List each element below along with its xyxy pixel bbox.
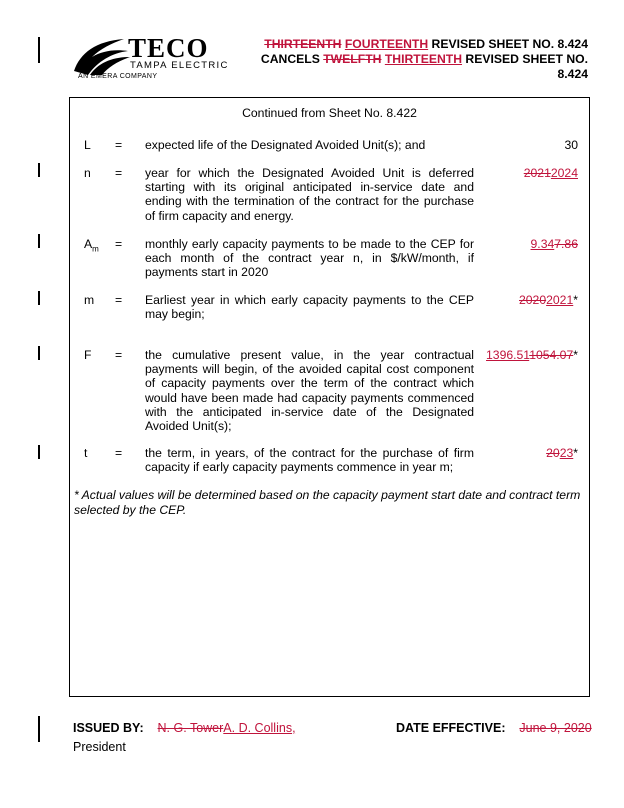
header-text: REVISED SHEET NO. 8.424	[431, 37, 588, 51]
header-inserted-text: THIRTEENTH	[384, 52, 463, 66]
header-line-1	[248, 37, 588, 52]
header-line-3: 8.424	[557, 67, 588, 81]
revision-bar	[38, 445, 40, 459]
variable-symbol: t	[84, 446, 88, 460]
variable-symbol: L	[84, 138, 91, 152]
revision-bar	[38, 291, 40, 305]
equals-sign: =	[115, 166, 123, 180]
header-struck-text: THIRTEENTH	[264, 37, 342, 51]
header-line-2	[248, 52, 588, 67]
variable-symbol: n	[84, 166, 91, 180]
value-asterisk: *	[573, 348, 578, 362]
issued-by	[73, 721, 296, 735]
revision-bar	[38, 346, 40, 360]
value-struck: 2021	[523, 166, 551, 180]
issued-by-struck: N. G. Tower	[157, 721, 224, 735]
definition-text: expected life of the Designated Avoided Unit(s); and	[145, 138, 426, 152]
definition-text: the cumulative present value, in the year contractual payments will begin, of the avoided capital cost component of capacity payments over the term of the contract which would have been made had capacity payments commenced with the anticipated in-service date of the Designated Avoided Unit(s);	[145, 348, 474, 434]
definition-value	[519, 293, 578, 307]
issued-by-comma: ,	[292, 721, 296, 735]
value-struck: 20	[546, 446, 560, 460]
revision-bar	[38, 716, 40, 742]
value-inserted: 1396.51	[486, 348, 530, 362]
equals-sign: =	[115, 446, 123, 460]
value-asterisk: *	[573, 293, 578, 307]
definition-value	[524, 166, 578, 180]
issued-by-label: ISSUED BY:	[73, 721, 144, 735]
definition-value	[486, 348, 578, 362]
value-inserted: 2021	[546, 293, 574, 307]
definition-value	[564, 138, 578, 152]
header-inserted-text: FOURTEENTH	[344, 37, 429, 51]
definition-text: monthly early capacity payments to be made to the CEP for each month of the contract year n, in $/kW/month, if payments start in 2020	[145, 237, 474, 280]
value-inserted: 2024	[550, 166, 578, 180]
definition-value	[546, 446, 578, 460]
logo-tagline: AN EMERA COMPANY	[78, 73, 158, 80]
value-struck: 7.86	[554, 237, 578, 251]
symbol-base: A	[84, 237, 93, 251]
symbol-subscript: m	[92, 244, 99, 254]
teco-swoosh-icon	[72, 35, 132, 77]
footnote: * Actual values will be determined based on the capacity payment start date and contract term selected by the CEP.	[74, 488, 581, 517]
date-effective-label: DATE EFFECTIVE:	[396, 721, 506, 735]
logo-wordmark: TECO	[128, 33, 209, 63]
value-inserted: 9.34	[530, 237, 555, 251]
definition-text: the term, in years, of the contract for the purchase of firm capacity if early capacity payments commence in year m;	[145, 446, 474, 475]
definition-value	[531, 237, 578, 251]
continued-from: Continued from Sheet No. 8.422	[242, 106, 417, 120]
variable-symbol: m	[84, 293, 95, 307]
logo-subtitle: TAMPA ELECTRIC	[130, 60, 229, 71]
issuer-title: President	[73, 740, 126, 754]
revision-bar	[38, 37, 40, 63]
equals-sign: =	[115, 138, 123, 152]
date-effective	[396, 721, 592, 735]
definition-text: year for which the Designated Avoided Unit is deferred starting with its original anticipated in-service date and ending with the termination of the contract for the purchase of firm capacity and energy.	[145, 166, 474, 223]
equals-sign: =	[115, 348, 123, 362]
header-text: CANCELS	[260, 52, 320, 66]
value-plain: 30	[564, 138, 578, 152]
equals-sign: =	[115, 293, 123, 307]
teco-logo	[72, 33, 252, 83]
value-struck: 1054.07	[529, 348, 574, 362]
issued-by-inserted: A. D. Collins	[223, 721, 293, 735]
date-effective-struck: June 9, 2020	[519, 721, 592, 735]
revision-bar	[38, 163, 40, 177]
value-struck: 2020	[519, 293, 547, 307]
header-text: REVISED SHEET NO.	[465, 52, 588, 66]
value-inserted: 23	[559, 446, 574, 460]
tariff-content-box	[69, 97, 590, 697]
sheet-header	[248, 37, 588, 82]
equals-sign: =	[115, 237, 123, 251]
revision-bar	[38, 234, 40, 248]
header-struck-text: TWELFTH	[323, 52, 382, 66]
variable-symbol: F	[84, 348, 92, 362]
variable-symbol	[84, 237, 99, 257]
value-asterisk: *	[573, 446, 578, 460]
definition-text: Earliest year in which early capacity payments to the CEP may begin;	[145, 293, 474, 322]
